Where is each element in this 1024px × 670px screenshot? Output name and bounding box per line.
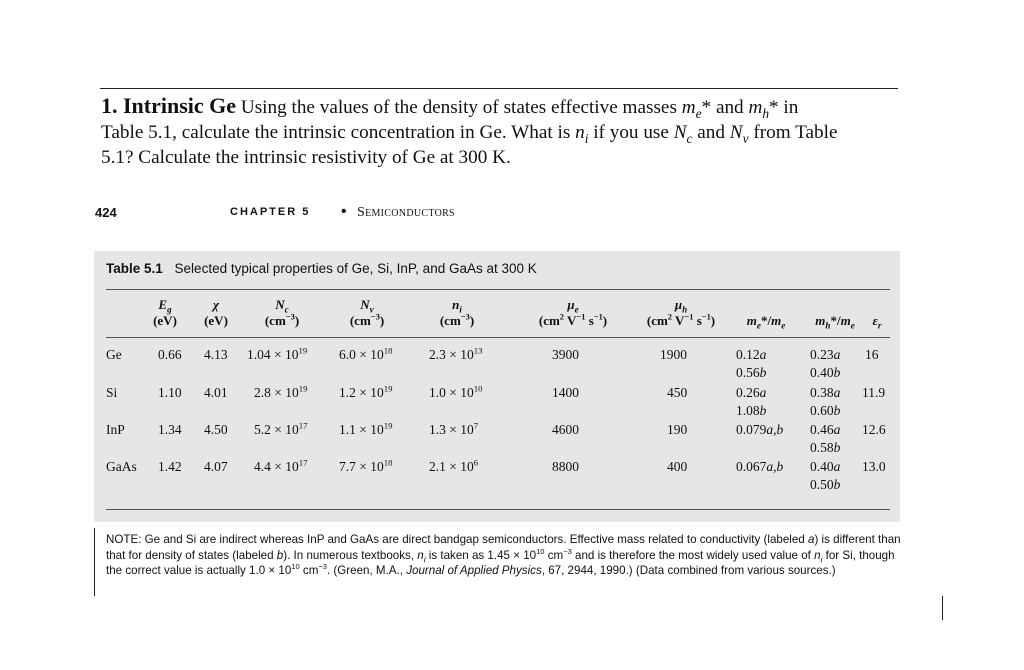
table-title: Selected typical properties of Ge, Si, InP, and GaAs at 300 K — [174, 261, 537, 276]
row-ge-mh-2: 0.40b — [810, 365, 841, 380]
row-inp-ni-text: $1.3 \times 10^7$ — [429, 420, 479, 437]
header-separator: • — [341, 203, 347, 220]
row-gaas-nv — [339, 459, 393, 475]
row-si-name: Si — [106, 385, 118, 400]
row-inp-eg: 1.34 — [158, 422, 182, 437]
text-cursor — [942, 596, 943, 620]
header-eg: $E_g$ (eV) — [153, 297, 177, 328]
row-gaas-nc-text: $4.4 \times 10^{17}$ — [254, 457, 308, 474]
row-gaas-er: 13.0 — [862, 459, 886, 474]
row-si-eg: 1.10 — [158, 385, 182, 400]
row-gaas-me-1: 0.067a,b — [736, 459, 784, 474]
row-ge-muh: 1900 — [660, 347, 687, 362]
row-gaas-mh-2: 0.50b — [810, 477, 841, 492]
row-gaas-nv-text: $7.7 \times 10^{18}$ — [339, 457, 393, 474]
header-er: $\varepsilon_r$ — [872, 313, 882, 331]
row-ge-mh-1: 0.23a — [810, 347, 841, 362]
row-ge-nv-text: $6.0 \times 10^{18}$ — [339, 345, 393, 362]
row-si-er: 11.9 — [862, 385, 886, 400]
row-ge-mue: 3900 — [552, 347, 579, 362]
row-si-ni — [429, 385, 483, 401]
header-ni: $n_i$ $(cm^{-3})$ — [439, 297, 475, 328]
row-si-chi: 4.01 — [204, 385, 228, 400]
row-inp-nc-text: $5.2 \times 10^{17}$ — [254, 420, 308, 437]
row-ge-er: 16 — [865, 347, 879, 362]
row-ge-ni — [429, 347, 483, 363]
row-inp-er: 12.6 — [862, 422, 886, 437]
row-gaas-muh: 400 — [667, 459, 688, 474]
header-nc: $N_c$ $(cm^{-3})$ — [264, 297, 300, 328]
row-si-mh-2: 0.60b — [810, 403, 841, 418]
row-inp-name: InP — [106, 422, 125, 437]
row-gaas-ni-text: $2.1 \times 10^6$ — [429, 457, 479, 474]
top-rule — [100, 88, 898, 89]
table-rule-mid — [106, 337, 890, 338]
row-si-nv-text: $1.2 \times 10^{19}$ — [339, 383, 393, 400]
row-gaas-nc — [254, 459, 308, 475]
row-ge-me-2: 0.56b — [736, 365, 767, 380]
row-si-nc-text: $2.8 \times 10^{19}$ — [254, 383, 308, 400]
row-inp-mue: 4600 — [552, 422, 579, 437]
row-inp-mh-2: 0.58b — [810, 440, 841, 455]
table-5-1 — [94, 251, 900, 522]
row-ge-nc — [247, 347, 307, 363]
row-gaas-mue: 8800 — [552, 459, 579, 474]
row-si-mue: 1400 — [552, 385, 579, 400]
row-si-me-1: 0.26a — [736, 385, 767, 400]
table-caption — [106, 261, 537, 276]
row-inp-nv — [339, 422, 393, 438]
row-inp-muh: 190 — [667, 422, 688, 437]
row-ge-nc-text: $1.04 \times 10^{19}$ — [247, 345, 308, 362]
header-muh: $\mu_h$ ($cm^2$ $V^{-1}$ $s^{-1}$) — [646, 297, 716, 328]
header-mh: $m_h*/m_e$ — [815, 313, 855, 331]
table-note: NOTE: Ge and Si are indirect whereas InP and GaAs are direct bandgap semiconductors. Effective mass related to conductivity (labeled a) is different than that for density of states (labeled b). In numerous textbooks, $n_i$ is taken as $1.45 \times 10^{10}$ $cm^{-3}$ and is therefore the most widely used value of $n_i$ for Si, though the correct value is actually $1.0 \times 10^{10}$ $cm^{-3}$. (Green, M.A., Journal of Applied Physics, 67, 2944, 1990.) (Data combined from various sources.) — [106, 533, 901, 578]
row-ge-name: Ge — [106, 347, 122, 362]
row-inp-mh-1: 0.46a — [810, 422, 841, 437]
row-gaas-ni — [429, 459, 478, 475]
row-ge-eg: 0.66 — [158, 347, 182, 362]
header-mue: $\mu_e$ ($cm^2$ $V^{-1}$ $s^{-1}$) — [538, 297, 608, 328]
chapter-label: CHAPTER 5 — [230, 206, 311, 218]
table-rule-bottom — [106, 509, 890, 510]
section-title: Semiconductors — [357, 205, 455, 220]
row-inp-nc — [254, 422, 308, 438]
header-nv: $N_v$ $(cm^{-3})$ — [349, 297, 385, 328]
row-inp-chi: 4.50 — [204, 422, 228, 437]
row-gaas-name: GaAs — [106, 459, 137, 474]
row-inp-ni — [429, 422, 478, 438]
row-si-muh: 450 — [667, 385, 688, 400]
row-si-mh-1: 0.38a — [810, 385, 841, 400]
row-si-nv — [339, 385, 393, 401]
header-chi: χ (eV) — [204, 297, 228, 328]
row-gaas-eg: 1.42 — [158, 459, 182, 474]
problem-statement: 1. Intrinsic Ge Using the values of the density of states effective masses $m_e*$ and $m_h*$ in Table 5.1, calculate the intrinsic concentration in Ge. What is $n_i$ if you use $N_c$ and $N_v$ from Table 5.1? Calculate the intrinsic resistivity of Ge at 300 K. — [101, 93, 838, 168]
row-si-nc — [254, 385, 308, 401]
row-ge-chi: 4.13 — [204, 347, 228, 362]
header-me: $m_e*/m_e$ — [746, 313, 786, 331]
page-header — [95, 205, 695, 225]
row-ge-ni-text: $2.3 \times 10^{13}$ — [429, 345, 483, 362]
page-number: 424 — [95, 205, 117, 220]
table-rule-top — [106, 289, 890, 290]
row-inp-nv-text: $1.1 \times 10^{19}$ — [339, 420, 393, 437]
row-gaas-chi: 4.07 — [204, 459, 228, 474]
table-label: Table 5.1 — [106, 261, 163, 276]
note-bar — [94, 528, 95, 596]
row-ge-me-1: 0.12a — [736, 347, 767, 362]
row-si-ni-text: $1.0 \times 10^{10}$ — [429, 383, 483, 400]
row-inp-me-1: 0.079a,b — [736, 422, 784, 437]
row-si-me-2: 1.08b — [736, 403, 767, 418]
row-ge-nv — [339, 347, 393, 363]
row-gaas-mh-1: 0.40a — [810, 459, 841, 474]
